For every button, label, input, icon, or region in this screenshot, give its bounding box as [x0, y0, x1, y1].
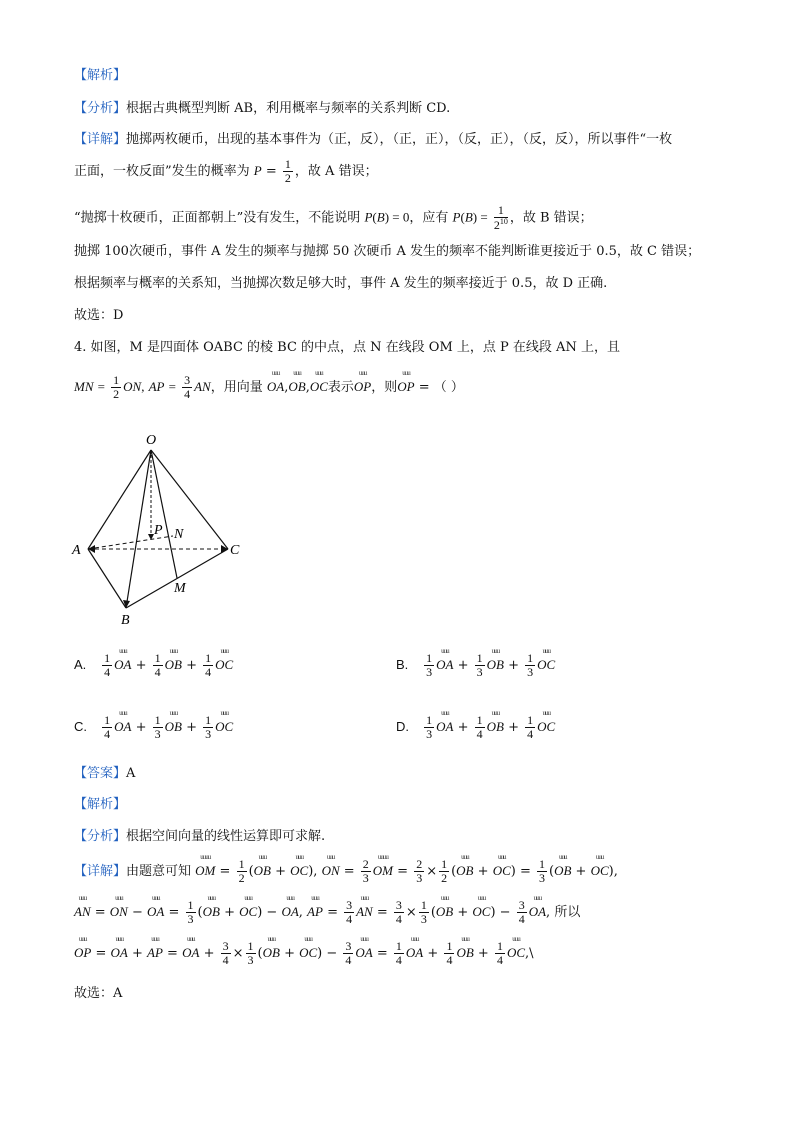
edge-ab: [88, 549, 126, 608]
formula-p-half: P: [253, 162, 262, 178]
question-4-stem: 4. 如图，M 是四面体 OABC 的棱 BC 的中点，点 N 在线段 OM 上，点 P 在线段 AN 上，且: [74, 340, 620, 355]
detail-tag: 【详解】: [74, 132, 127, 147]
fraction-one-half: $\frac{1}{2}$: [284, 157, 291, 185]
detail-line-q4-2: uuu AN = uuu ON − uuu OA = $\frac{1}{3}$ ( uuu OB + uuu OC) − uuu OA, uuu AP = $\frac{3}{4}$ uuu AN = $\frac{3}{4}$ × $\frac{1}{3}$ ( uuu OB + uuu OC) − $\frac{3}{4}$ uuu OA, 所以: [74, 893, 581, 926]
edge-ob: [126, 450, 151, 608]
analysis-text-2: 根据空间向量的线性运算即可求解.: [126, 829, 326, 844]
answer-tag: 【答案】: [74, 766, 127, 781]
stem-text-a: ，用向量: [210, 379, 263, 395]
analysis-heading: 【解析】: [74, 68, 127, 83]
detail-line-q4-1: 【详解】由题意可知 uuuu OM = $\frac{1}{2}$ ( uuu OB + uuu OC), uuu ON = $\frac{2}{3}$ uuuu OM = $\frac{2}{3}$ × $\frac{1}{2}$ ( uuu OB + uuu OC) = $\frac{1}{3}$ ( uuu OB + uuu OC),: [74, 852, 618, 885]
detail-line-3: “抛掷十枚硬币，正面都朝上”没有发生，不能说明 P(B) = 0，应有 P(B) = $\frac{1}{2^{10}}$ ，故 B 错误；: [74, 203, 593, 232]
detail-line-2: 正面，一枚反面”发生的概率为 P = $\frac{1}{2}$ ，故 A 错误；: [74, 157, 378, 185]
answer-value: A: [126, 766, 136, 781]
tetrahedron-figure: [60, 428, 260, 628]
detail-text-1: 抛掷两枚硬币，出现的基本事件为（正，反），（正，正），（反，正），（反，反），所以事件“一枚: [126, 132, 673, 147]
analysis-tag-2: 【分析】: [74, 829, 127, 844]
segment-om: [151, 450, 177, 578]
question-4-condition: MN = $\frac{1}{2}$ ON, AP = $\frac{3}{4}$ AN，用向量 uuu OA, uuu OB, uuu OC表示 uuu OP，则 uuu OP = （ ）: [74, 368, 464, 401]
label-b: B: [121, 613, 130, 628]
label-n: N: [174, 527, 184, 542]
option-a[interactable]: A. $\frac{1}{4}$ uuu OA + $\frac{1}{4}$ uuu OB + $\frac{1}{4}$ uuu OC: [74, 646, 234, 679]
analysis-line-2: [74, 829, 325, 845]
edge-oa: [88, 450, 151, 549]
detail-line-1: [74, 132, 672, 148]
detail-text-2b: ，故 A 错误；: [294, 163, 378, 179]
arrow-a: [88, 545, 95, 553]
label-p: P: [154, 523, 163, 538]
detail-tag-2: 【详解】: [74, 863, 127, 879]
label-a: A: [72, 543, 81, 558]
stem-text-d: = （ ）: [414, 379, 464, 395]
detail-text-suoyi: 所以: [554, 904, 581, 920]
detail-text-q4: 由题意可知: [126, 863, 192, 879]
stem-text-c: ，则: [371, 379, 398, 395]
detail-line-5: 根据频率与概率的关系知，当抛掷次数足够大时，事件 A 发生的频率接近于 0.5，故 D 正确.: [74, 276, 608, 291]
label-o: O: [146, 433, 157, 448]
stem-text-b: 表示: [327, 379, 354, 395]
arrow-c: [221, 545, 228, 553]
choice-line-1: 故选：D: [74, 308, 124, 323]
option-d[interactable]: D. $\frac{1}{3}$ uuu OA + $\frac{1}{4}$ uuu OB + $\frac{1}{4}$ uuu OC: [396, 708, 556, 741]
analysis-heading-2: 【解析】: [74, 797, 127, 812]
answer-line: [74, 766, 135, 782]
label-m: M: [174, 581, 186, 596]
label-c: C: [230, 543, 240, 558]
analysis-line: [74, 101, 450, 117]
edge-bc: [126, 549, 228, 608]
choice-line-2: 故选：A: [74, 986, 123, 1001]
detail-text-3c: ，故 B 错误；: [509, 210, 593, 226]
detail-line-q4-3: uuu OP = uuu OA + uuu AP = uuu OA + $\frac{3}{4}$ × $\frac{1}{3}$ ( uuu OB + uuu OC) − $\frac{3}{4}$ uuu OA = $\frac{1}{4}$ uuu OA + $\frac{1}{4}$ uuu OB + $\frac{1}{4}$ uuu OC,\: [74, 934, 534, 967]
detail-text-3b: ，应有: [409, 210, 449, 226]
detail-text-2a: 正面，一枚反面”发生的概率为: [74, 163, 250, 179]
detail-line-4: 抛掷 100次硬币，事件 A 发生的频率与抛掷 50 次硬币 A 发生的频率不能判断谁更接近于 0.5，故 C 错误；: [74, 244, 701, 259]
analysis-text: 根据古典概型判断 AB，利用概率与频率的关系判断 CD.: [126, 101, 451, 116]
option-c[interactable]: C. $\frac{1}{4}$ uuu OA + $\frac{1}{3}$ uuu OB + $\frac{1}{3}$ uuu OC: [74, 708, 234, 741]
option-b[interactable]: B. $\frac{1}{3}$ uuu OA + $\frac{1}{3}$ uuu OB + $\frac{1}{3}$ uuu OC: [396, 646, 556, 679]
analysis-tag: 【分析】: [74, 101, 127, 116]
fraction-one-over-2-10: $\frac{1}{2^{10}}$: [493, 203, 508, 232]
detail-text-3a: “抛掷十枚硬币，正面都朝上”没有发生，不能说明: [74, 210, 361, 226]
